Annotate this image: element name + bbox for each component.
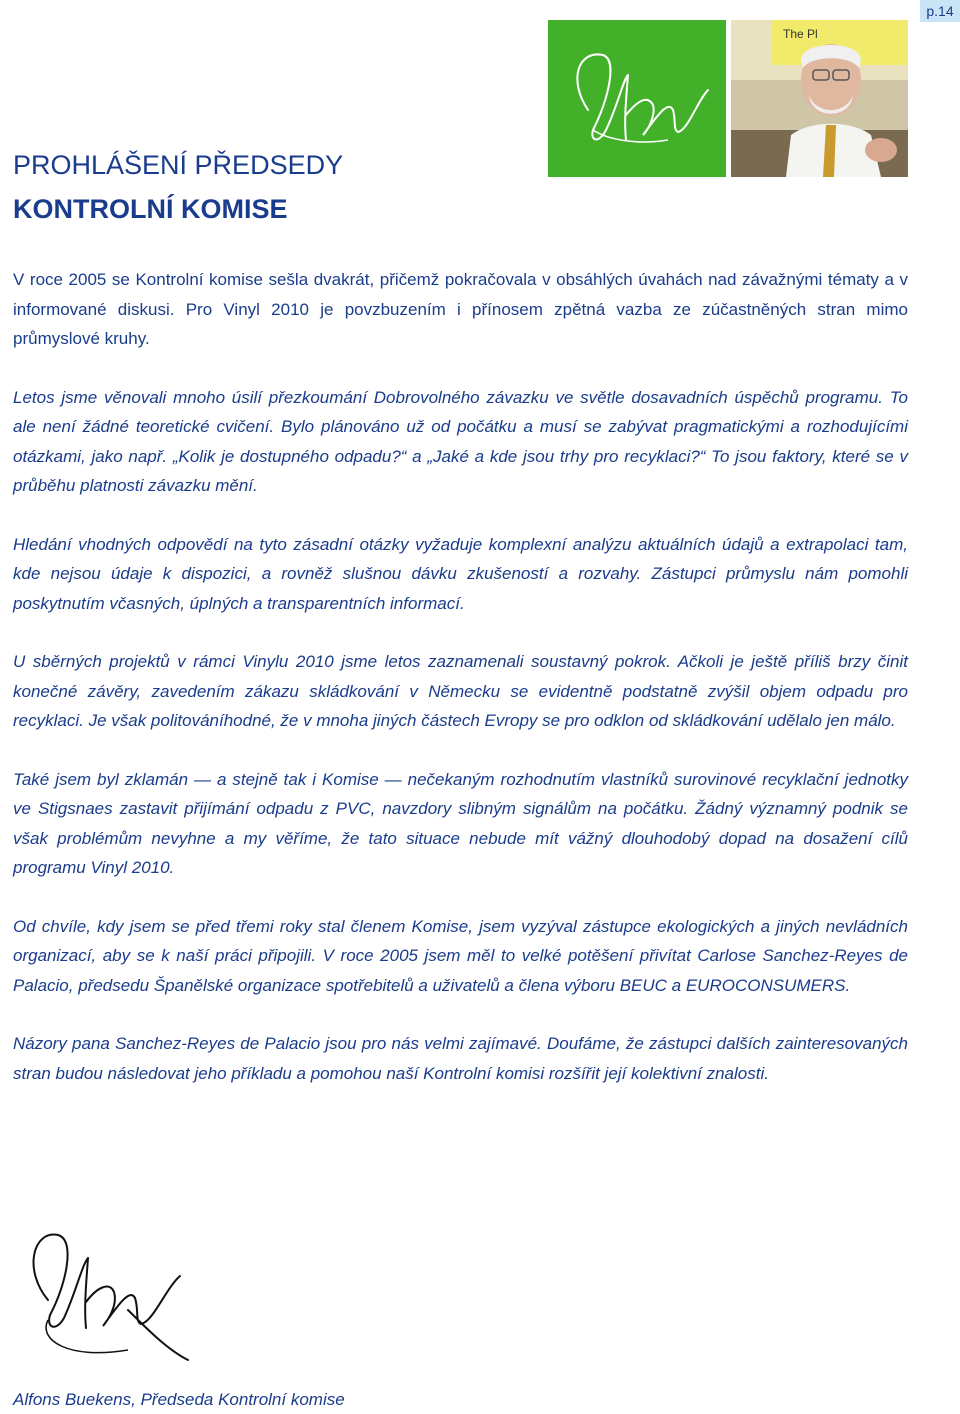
chairman-photo [731, 20, 908, 177]
paragraph-7: Názory pana Sanchez-Reyes de Palacio jsou pro nás velmi zajímavé. Doufáme, že zástupci dalších zainteresovaných stran budou následovat jeho příkladu a pomohou naší Kontrolní komisi rozšířit její kolektivní znalosti. [13, 1034, 908, 1083]
paragraph-6: Od chvíle, kdy jsem se před třemi roky stal členem Komise, jsem vyzýval zástupce ekologických a jiných nevládních organizací, aby se k naší práci připojili. V roce 2005 jsem měl to velké potěšení přivítat Carlose Sanchez-Reyes de Palacio, předsedu Španělské organizace spotřebitelů a uživatelů a člena výboru BEUC a EUROCONSUMERS. [13, 916, 908, 995]
signature-logo-image [548, 20, 726, 177]
handwritten-signature [8, 1210, 208, 1370]
paragraph-3: Hledání vhodných odpovědí na tyto zásadní otázky vyžaduje komplexní analýzu aktuálních údajů a extrapolaci tam, kde nejsou údaje k dispozici, a rovněž slušnou dávku zkušeností a rozvahy. Zástupci průmyslu nám pomohli poskytnutím včasných, úplných a transparentních informací. [13, 534, 908, 613]
photo-sign-text: The Pl [783, 27, 818, 41]
paragraph-5: Také jsem byl zklamán — a stejně tak i Komise — nečekaným rozhodnutím vlastníků surovinové recyklační jednotky ve Stigsnaes zastavit přijímání odpadu z PVC, navzdory slibným signálům na počátku. Žádný významný podnik se však problémům nevyhne a my věříme, že tato situace nebude mít vážný dlouhodobý dopad na dosažení cílů programu Vinyl 2010. [13, 769, 908, 877]
title-line-1: PROHLÁŠENÍ PŘEDSEDY [13, 150, 344, 180]
signatory-name: Alfons Buekens, Předseda Kontrolní komise [13, 1390, 345, 1409]
page-number: p.14 [920, 0, 960, 22]
paragraph-4: U sběrných projektů v rámci Vinylu 2010 jsme letos zaznamenali soustavný pokrok. Ačkoli je ještě příliš brzy činit konečné závěry, zavedením zákazu skládkování v Německu se evidentně podstatně zvýšil objem odpadu pro recyklaci. Je však politováníhodné, že v mnoha jiných částech Evropy se pro odklon od skládkování udělalo jen málo. [13, 652, 908, 730]
title-line-2: KONTROLNÍ KOMISE [13, 194, 288, 224]
paragraph-1: V roce 2005 se Kontrolní komise sešla dvakrát, přičemž pokračovala v obsáhlých úvahách nad závažnými tématy a v informované diskusi. Pro Vinyl 2010 je povzbuzením i přínosem zpětná vazba ze zúčastněných stran mimo průmyslové kruhy. [13, 270, 908, 348]
statement-body [13, 265, 908, 1117]
paragraph-2: Letos jsme věnovali mnoho úsilí přezkoumání Dobrovolného závazku ve světle dosavadních úspěchů programu. To ale není žádné teoretické cvičení. Bylo plánováno už od počátku a musí se zabývat pragmatickými a rozhodujícími otázkami, jako např. „Kolik je dostupného odpadu?“ a „Jaké a kde jsou trhy pro recyklaci?“ To jsou faktory, které se v průběhu platnosti závazku mění. [13, 387, 908, 495]
page-title [13, 148, 343, 226]
